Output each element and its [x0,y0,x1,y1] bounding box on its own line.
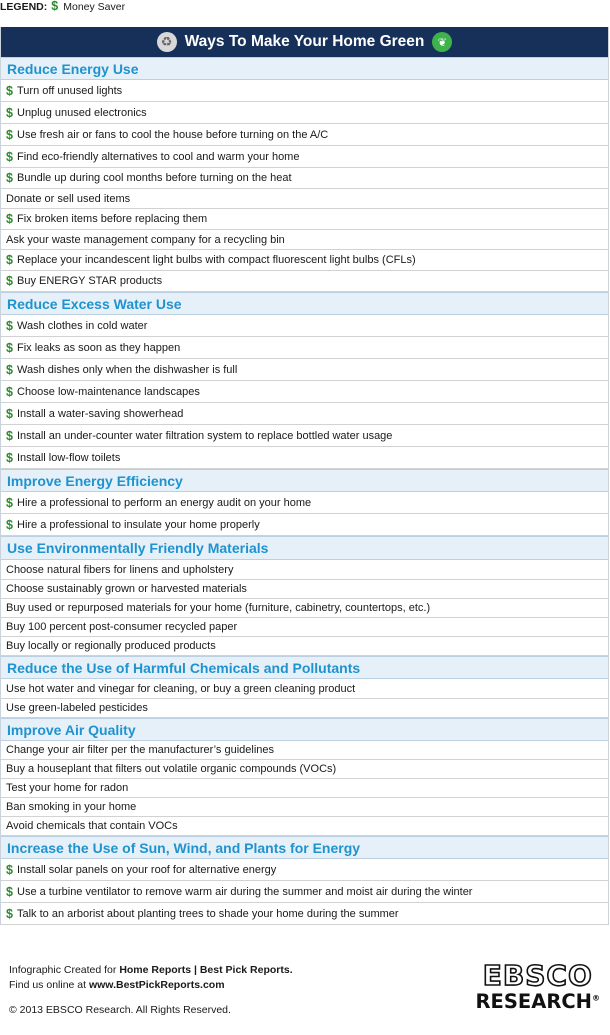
list-item-text: Replace your incandescent light bulbs with compact fluorescent light bulbs (CFLs) [17,254,416,266]
dollar-icon: $ [6,495,13,510]
list-item [1,337,608,359]
list-item-text: Ban smoking in your home [6,801,137,813]
section-heading: Reduce the Use of Harmful Chemicals and Pollutants [1,656,608,679]
title-bar [1,27,608,57]
list-item-text: Buy locally or regionally produced products [6,640,216,652]
list-item-text: Choose low-maintenance landscapes [17,385,200,398]
footer-created-line [9,963,293,978]
dollar-icon: $ [6,384,13,399]
list-item-text: Unplug unused electronics [17,106,147,119]
list-item [1,315,608,337]
list-item [1,679,608,699]
section-heading: Reduce Excess Water Use [1,292,608,315]
list-item-text: Wash clothes in cold water [17,319,148,332]
footer-online-line [9,978,293,993]
list-item [1,881,608,903]
list-item [1,359,608,381]
dollar-icon: $ [6,127,13,142]
logo-line-1: EBSCO [482,959,593,992]
dollar-icon: $ [6,517,13,532]
list-item [1,560,608,580]
dollar-icon: $ [6,83,13,98]
list-item [1,425,608,447]
list-item [1,779,608,798]
section-heading: Increase the Use of Sun, Wind, and Plants for Energy [1,836,608,859]
list-item [1,447,608,469]
legend [0,0,125,12]
list-item-text: Install an under-counter water filtration system to replace bottled water usage [17,429,393,442]
list-item-text: Wash dishes only when the dishwasher is full [17,363,238,376]
list-item-text: Buy ENERGY STAR products [17,275,163,287]
dollar-icon: $ [6,318,13,333]
list-item-text: Use green-labeled pesticides [6,702,148,714]
leaf-icon: ❦ [432,32,452,52]
list-item-text: Use hot water and vinegar for cleaning, or buy a green cleaning product [6,682,356,695]
dollar-icon: $ [51,0,59,13]
dollar-icon: $ [6,340,13,355]
list-item-text: Donate or sell used items [6,192,131,205]
green-tips-panel [0,27,609,925]
dollar-icon: $ [6,862,13,877]
section-heading: Reduce Energy Use [1,57,608,80]
list-item [1,514,608,536]
list-item [1,699,608,718]
list-item-text: Hire a professional to insulate your home properly [17,518,260,531]
list-item-text: Buy 100 percent post-consumer recycled paper [6,621,238,633]
dollar-icon: $ [6,149,13,164]
footer-created-prefix: Infographic Created for [9,964,120,976]
logo-registered-mark: ® [592,993,600,1003]
legend-label: LEGEND: [0,1,48,13]
list-item [1,80,608,102]
list-item [1,230,608,250]
list-item [1,403,608,425]
list-item [1,599,608,618]
list-item [1,381,608,403]
list-item-text: Ask your waste management company for a recycling bin [6,233,285,246]
list-item [1,102,608,124]
list-item [1,209,608,230]
footer-url-link[interactable]: www.BestPickReports.com [88,979,225,991]
list-item-text: Change your air filter per the manufacturer’s guidelines [6,744,275,756]
list-item-text: Avoid chemicals that contain VOCs [6,820,178,832]
list-item-text: Bundle up during cool months before turning on the heat [17,172,292,184]
list-item [1,760,608,779]
section-heading: Use Environmentally Friendly Materials [1,536,608,560]
dollar-icon: $ [6,406,13,421]
ebsco-research-logo [475,959,600,1013]
logo-line-2 [476,992,600,1012]
dollar-icon: $ [6,450,13,465]
section-heading: Improve Energy Efficiency [1,469,608,492]
footer-credits [9,963,293,993]
dollar-icon: $ [6,253,13,267]
list-item [1,250,608,271]
list-item [1,741,608,760]
list-item [1,859,608,881]
page-title: Ways To Make Your Home Green [184,33,425,50]
list-item-text: Fix leaks as soon as they happen [17,341,181,354]
list-item [1,798,608,817]
list-item [1,124,608,146]
dollar-icon: $ [6,212,13,226]
list-item [1,817,608,836]
list-item-text: Turn off unused lights [17,84,123,97]
list-item-text: Talk to an arborist about planting trees to shade your home during the summer [17,907,399,920]
list-item-text: Install solar panels on your roof for alternative energy [17,863,277,876]
dollar-icon: $ [6,105,13,120]
list-item-text: Hire a professional to perform an energy audit on your home [17,496,312,509]
list-item-text: Install low-flow toilets [17,451,121,464]
list-item [1,637,608,656]
footer-created-brand: Home Reports | Best Pick Reports. [119,964,293,976]
list-item [1,189,608,209]
dollar-icon: $ [6,171,13,185]
footer-online-prefix: Find us online at [9,979,89,991]
list-item-text: Fix broken items before replacing them [17,213,208,225]
dollar-icon: $ [6,428,13,443]
list-item-text: Use fresh air or fans to cool the house before turning on the A/C [17,128,329,141]
dollar-icon: $ [6,884,13,899]
legend-text: Money Saver [63,1,126,13]
list-item-text: Find eco-friendly alternatives to cool and warm your home [17,150,300,163]
list-item-text: Choose natural fibers for linens and upholstery [6,563,234,576]
logo-line-2-text: RESEARCH [475,990,592,1013]
list-item [1,492,608,514]
list-item [1,618,608,637]
recycle-icon: ♻ [157,32,177,52]
dollar-icon: $ [6,906,13,921]
sections-list [1,57,608,925]
list-item [1,271,608,292]
dollar-icon: $ [6,362,13,377]
list-item [1,903,608,925]
list-item [1,580,608,599]
section-heading: Improve Air Quality [1,718,608,741]
list-item-text: Buy a houseplant that filters out volatile organic compounds (VOCs) [6,763,337,775]
list-item [1,146,608,168]
copyright-text: © 2013 EBSCO Research. All Rights Reserved. [9,1004,231,1016]
dollar-icon: $ [6,274,13,288]
list-item-text: Choose sustainably grown or harvested materials [6,583,247,595]
list-item-text: Install a water-saving showerhead [17,407,184,420]
list-item-text: Buy used or repurposed materials for your home (furniture, cabinetry, countertops, etc.) [6,602,431,614]
list-item-text: Use a turbine ventilator to remove warm air during the summer and moist air during the winter [17,885,473,898]
list-item [1,168,608,189]
list-item-text: Test your home for radon [6,782,129,794]
